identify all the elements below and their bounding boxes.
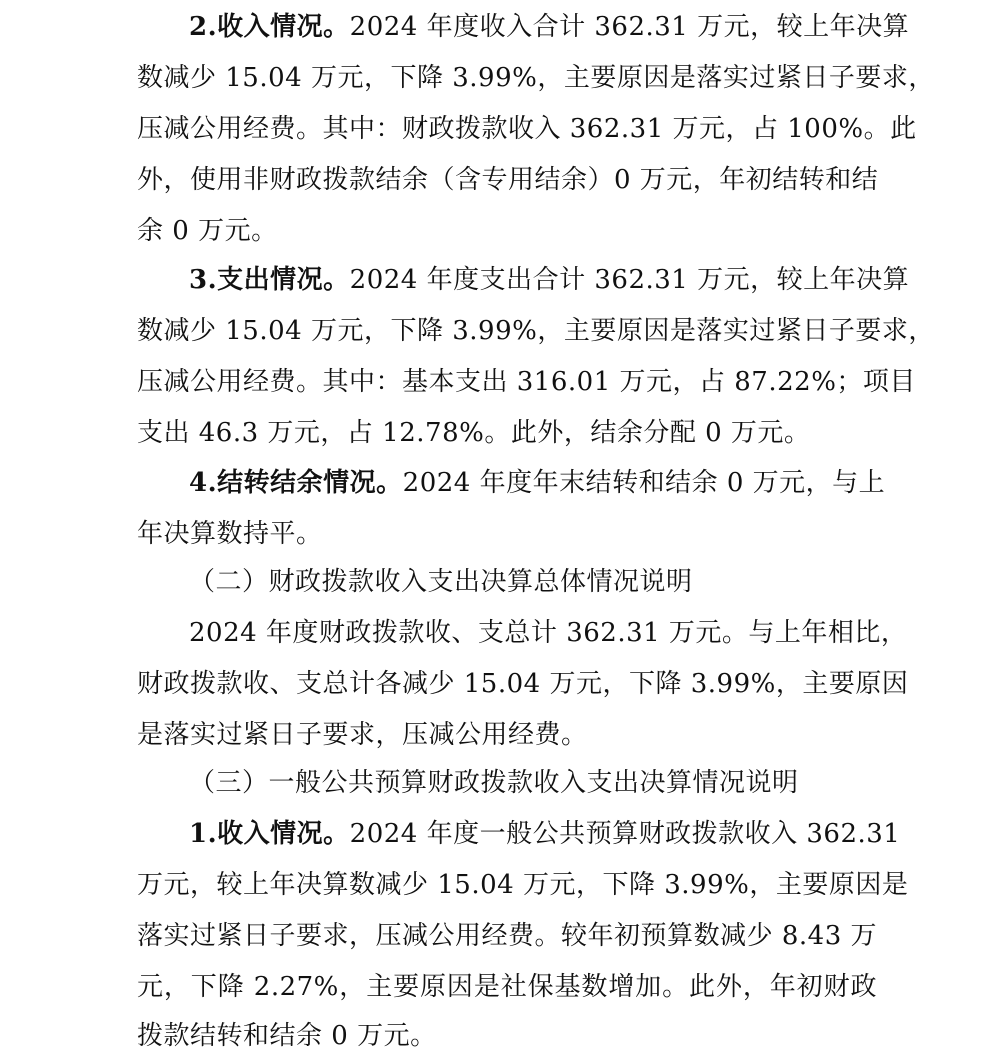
body-text: 2024 年度年末结转和结余 0 万元，与上 [402,468,886,498]
section-heading-2: （二）财政拨款收入支出决算总体情况说明 [189,567,693,597]
body-text: 2024 年度一般公共预算财政拨款收入 362.31 [349,819,901,849]
paragraph-income-line-4: 外，使用非财政拨款结余（含专用结余）0 万元，年初结转和结 [137,165,879,195]
section-lead: 1.收入情况。 [189,819,350,849]
paragraph-fiscal-line-3: 是落实过紧日子要求，压减公用经费。 [137,720,588,750]
paragraph-income-line-1 [137,2,910,53]
paragraph-general-income-line-4: 元，下降 2.27%，主要原因是社保基数增加。此外，年初财政 [137,972,877,1002]
section-lead: 3.支出情况。 [189,265,350,295]
body-text: 2024 年度收入合计 362.31 万元，较上年决算 [349,12,910,42]
paragraph-income-line-2: 数减少 15.04 万元，下降 3.99%，主要原因是落实过紧日子要求， [137,63,935,93]
paragraph-fiscal-line-2: 财政拨款收、支总计各减少 15.04 万元，下降 3.99%，主要原因 [137,669,909,699]
paragraph-expense-line-2: 数减少 15.04 万元，下降 3.99%，主要原因是落实过紧日子要求， [137,316,935,346]
paragraph-balance-line-1 [137,458,886,509]
paragraph-expense-line-4: 支出 46.3 万元，占 12.78%。此外，结余分配 0 万元。 [137,418,811,448]
paragraph-income-line-3: 压减公用经费。其中：财政拨款收入 362.31 万元，占 100%。此 [137,114,917,144]
section-lead: 4.结转结余情况。 [189,468,403,498]
paragraph-balance-line-2: 年决算数持平。 [137,519,323,549]
paragraph-general-income-line-5: 拨款结转和结余 0 万元。 [137,1021,437,1051]
paragraph-general-income-line-1 [137,809,901,860]
paragraph-expense-line-1 [137,255,910,306]
section-heading-3: （三）一般公共预算财政拨款收入支出决算情况说明 [189,768,799,798]
paragraph-income-line-5: 余 0 万元。 [137,216,278,246]
paragraph-general-income-line-2: 万元，较上年决算数减少 15.04 万元，下降 3.99%，主要原因是 [137,870,909,900]
section-lead: 2.收入情况。 [189,12,350,42]
paragraph-expense-line-3: 压减公用经费。其中：基本支出 316.01 万元，占 87.22%；项目 [137,367,916,397]
paragraph-general-income-line-3: 落实过紧日子要求，压减公用经费。较年初预算数减少 8.43 万 [137,921,877,951]
body-text: 2024 年度支出合计 362.31 万元，较上年决算 [349,265,910,295]
paragraph-fiscal-line-1: 2024 年度财政拨款收、支总计 362.31 万元。与上年相比， [189,618,908,648]
